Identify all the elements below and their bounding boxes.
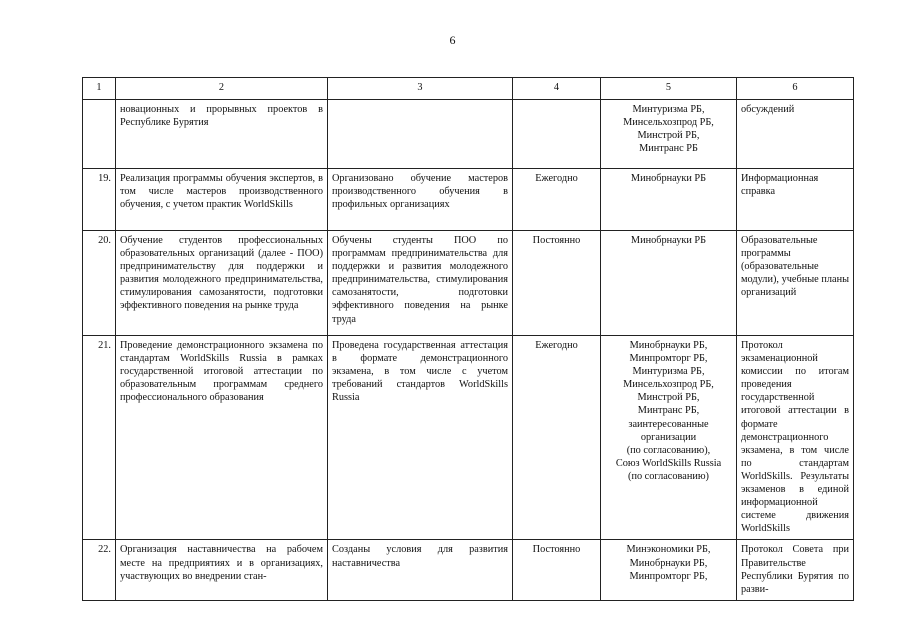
table-row [83, 540, 854, 600]
table-row [83, 231, 854, 336]
executors-cell [601, 169, 737, 231]
column-header: 1 [83, 78, 116, 100]
column-header: 2 [116, 78, 328, 100]
executor-line: Минтранс РБ, [637, 405, 700, 417]
activity-cell: Проведение демонстрационного экзамена по стандартам WorldSkills Russia в рамках государственной итоговой аттестации по образовательным программам среднего профессионального образования [116, 336, 328, 540]
column-header: 6 [737, 78, 854, 100]
page-number: 6 [449, 33, 456, 47]
row-number: 22. [83, 540, 116, 600]
header-row [83, 78, 854, 100]
executor-line: (по согласованию), [626, 444, 711, 456]
result-cell: Обучены студенты ПОО по программам предпринимательства для поддержки и развития молодежного предпринимательства, стимулирования самозанятости, подготовки эффективного поведения на рынке труда [328, 231, 513, 336]
result-cell: Созданы условия для развития наставничества [328, 540, 513, 600]
row-number [83, 100, 116, 169]
executor-line: организации [640, 431, 697, 443]
executor-line: Минтранс РБ [639, 143, 698, 155]
executor-line: Минтуризма РБ, [632, 366, 705, 378]
column-header: 3 [328, 78, 513, 100]
result-cell: Организовано обучение мастеров производственного обучения в профильных организациях [328, 169, 513, 231]
deadline-cell: Постоянно [513, 231, 601, 336]
form-cell: Информационная справка [737, 169, 854, 231]
deadline-cell: Ежегодно [513, 336, 601, 540]
executor-line: Минстрой РБ, [637, 392, 700, 404]
plan-table [82, 77, 854, 601]
executor-line: Минпромторг РБ, [629, 353, 708, 365]
table-row [83, 336, 854, 540]
executor-line: Минобрнауки РБ, [629, 340, 708, 351]
executor-line: (по согласованию) [628, 470, 709, 482]
executors-cell [601, 231, 737, 336]
result-cell [328, 100, 513, 169]
result-cell: Проведена государственная аттестация в формате демонстрационного экзамена, в том числе с учетом требований стандартов WorldSkills Russia [328, 336, 513, 540]
form-cell: Протокол экзаменационной комиссии по итогам проведения государственной итоговой аттестации в формате демонстрационного экзамена, в том числе по стандартам WorldSkills. Результаты экзаменов в единой информационной системе движения WorldSkills [737, 336, 854, 540]
deadline-cell: Постоянно [513, 540, 601, 600]
executor-line: Минсельхозпрод РБ, [623, 379, 714, 391]
executor-line: Минсельхозпрод РБ, [623, 117, 714, 129]
executor-line: Минстрой РБ, [637, 130, 700, 142]
executors-cell [601, 540, 737, 600]
executor-line: Минпромторг РБ, [629, 570, 708, 582]
row-number: 21. [83, 336, 116, 540]
activity-cell: Реализация программы обучения экспертов, в том числе мастеров производственного обучения, с учетом практик WorldSkills [116, 169, 328, 231]
executor-line: Союз WorldSkills Russia [615, 457, 722, 469]
executor-line: Минобрнауки РБ, [629, 557, 708, 569]
executor-line: Минтуризма РБ, [632, 104, 705, 115]
table-row [83, 100, 854, 169]
activity-cell: Обучение студентов профессиональных образовательных организаций (далее - ПОО) предпринимательству для поддержки и развития молодежного предпринимательства, стимулирования самозанятости, подготовки эффективного поведения на рынке труда [116, 231, 328, 336]
executor-line: Минобрнауки РБ [630, 173, 707, 184]
activity-cell: новационных и прорывных проектов в Республике Бурятия [116, 100, 328, 169]
executor-line: заинтересованные [628, 418, 709, 430]
deadline-cell: Ежегодно [513, 169, 601, 231]
executors-cell [601, 336, 737, 540]
column-header: 5 [601, 78, 737, 100]
form-cell: Образовательные программы (образовательные модули), учебные планы организаций [737, 231, 854, 336]
executor-line: Минэкономики РБ, [626, 544, 711, 556]
row-number: 19. [83, 169, 116, 231]
deadline-cell [513, 100, 601, 169]
executor-line: Минобрнауки РБ [630, 235, 707, 246]
form-cell: обсуждений [737, 100, 854, 169]
activity-cell: Организация наставничества на рабочем месте на предприятиях и в организациях, участвующих во внедрении стан- [116, 540, 328, 600]
table-row [83, 169, 854, 231]
row-number: 20. [83, 231, 116, 336]
column-header: 4 [513, 78, 601, 100]
form-cell: Протокол Совета при Правительстве Республики Бурятия по разви- [737, 540, 854, 600]
executors-cell [601, 100, 737, 169]
